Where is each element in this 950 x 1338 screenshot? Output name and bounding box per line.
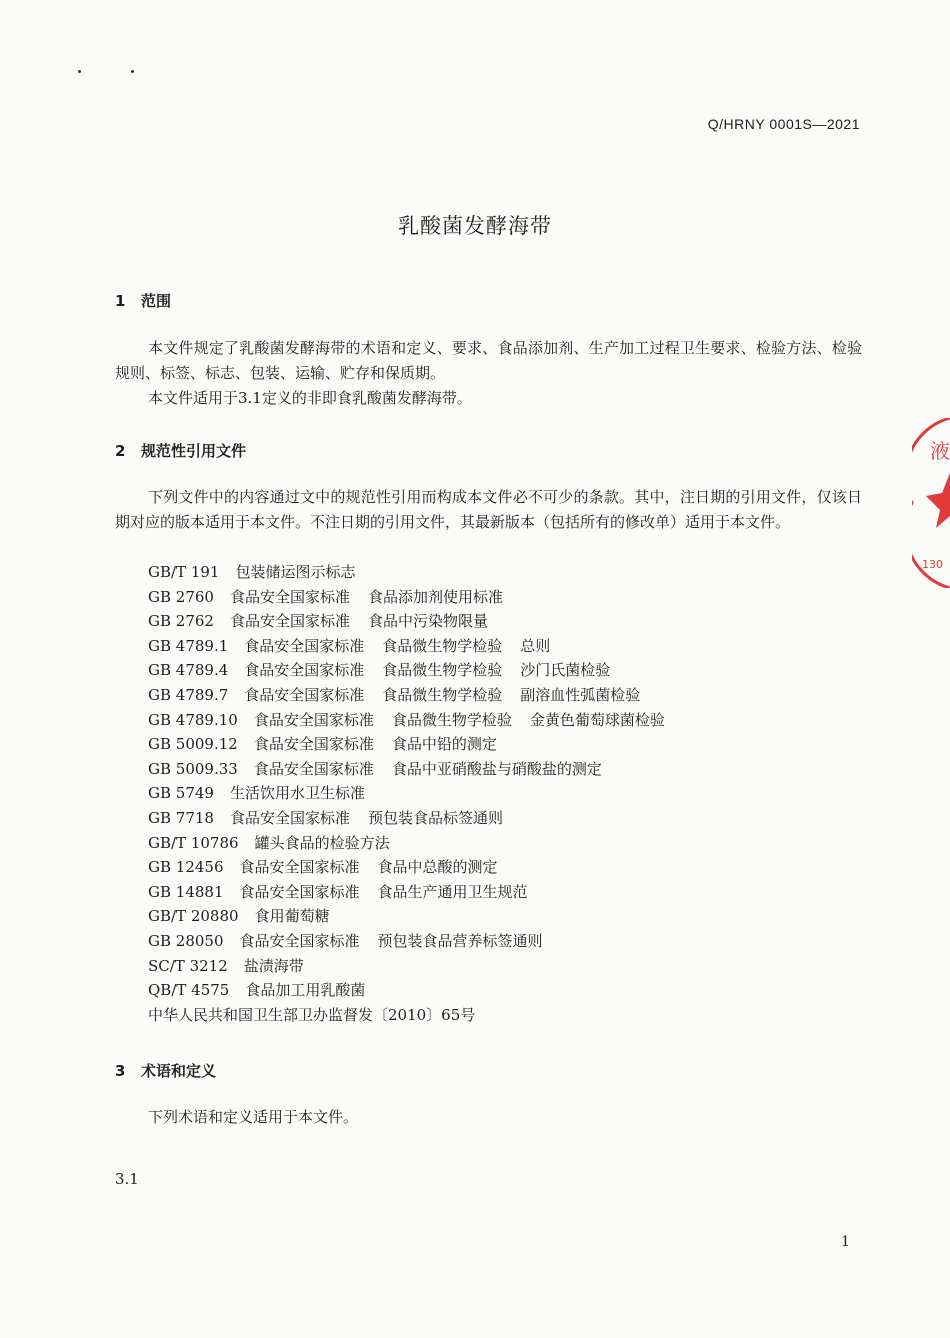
- reference-title-part: 罐头食品的检验方法: [254, 833, 390, 852]
- reference-title-part: 食品中亚硝酸盐与硝酸盐的测定: [391, 759, 602, 778]
- reference-code: GB 12456: [148, 858, 224, 877]
- section-number: 1: [115, 292, 126, 310]
- reference-item: [148, 585, 665, 610]
- reference-item: [148, 757, 665, 782]
- reference-item: [148, 1003, 665, 1028]
- reference-title-part: 总则: [520, 636, 551, 655]
- section-number: 2: [115, 442, 126, 460]
- reference-title-part: 食品安全国家标准: [253, 710, 374, 729]
- reference-code: GB 5009.12: [148, 735, 238, 754]
- reference-title-part: 食品中铅的测定: [391, 735, 497, 754]
- document-code: Q/HRNY 0001S—2021: [707, 116, 860, 132]
- reference-code: GB/T 191: [148, 563, 220, 581]
- reference-title-part: 食品安全国家标准: [253, 759, 374, 778]
- reference-title-part: 食品安全国家标准: [239, 858, 360, 877]
- official-seal-fragment: [912, 418, 950, 588]
- reference-code: GB 5009.33: [148, 759, 238, 778]
- section-heading-3: [115, 1060, 216, 1081]
- reference-title-part: 食品安全国家标准: [229, 612, 350, 631]
- reference-code: GB 4789.7: [148, 685, 229, 704]
- reference-item: [148, 880, 665, 905]
- reference-item: [148, 609, 665, 634]
- reference-item: [148, 904, 665, 929]
- reference-code: GB 4789.4: [148, 661, 229, 680]
- reference-title-part: 沙门氏菌检验: [520, 661, 611, 680]
- reference-code: GB 14881: [148, 882, 224, 901]
- reference-code: GB 2760: [148, 587, 214, 606]
- reference-title-part: 食品微生物学检验: [382, 636, 503, 655]
- reference-code: GB/T 20880: [148, 907, 239, 926]
- paragraph: 下列术语和定义适用于本文件。: [148, 1108, 359, 1126]
- document-title: 乳酸菌发酵海带: [398, 214, 552, 238]
- reference-item: [148, 954, 665, 979]
- reference-title-part: 食品加工用乳酸菌: [245, 981, 366, 1000]
- reference-code: QB/T 4575: [148, 981, 230, 1000]
- reference-title-part: 食品添加剂使用标准: [367, 587, 503, 606]
- seal-text-top: 液: [930, 439, 950, 463]
- reference-code: GB 5749: [148, 784, 214, 803]
- reference-title-part: 食品安全国家标准: [229, 587, 350, 606]
- section-title: 规范性引用文件: [141, 442, 247, 460]
- reference-title-part: 食用葡萄糖: [254, 907, 330, 926]
- reference-title-part: 生活饮用水卫生标准: [229, 784, 365, 803]
- reference-code: GB 28050: [148, 931, 224, 950]
- seal-star: [926, 473, 950, 528]
- reference-item: [148, 806, 665, 831]
- reference-title-part: 预包装食品营养标签通则: [377, 931, 543, 950]
- reference-title-part: 食品微生物学检验: [382, 661, 503, 680]
- section-heading-1: [115, 290, 171, 311]
- reference-title-part: 食品微生物学检验: [382, 685, 503, 704]
- reference-code: GB/T 10786: [148, 833, 239, 852]
- reference-item: [148, 683, 665, 708]
- scan-dot: [131, 70, 134, 73]
- reference-title-part: 食品安全国家标准: [253, 735, 374, 754]
- reference-code: SC/T 3212: [148, 956, 228, 975]
- reference-title-part: 食品安全国家标准: [244, 636, 365, 655]
- reference-item: [148, 929, 665, 954]
- reference-title-part: 食品安全国家标准: [244, 685, 365, 704]
- reference-item: [148, 978, 665, 1003]
- reference-item: [148, 831, 665, 856]
- page-number: 1: [841, 1234, 850, 1250]
- reference-item: [148, 855, 665, 880]
- reference-item: [148, 732, 665, 757]
- reference-code: GB 7718: [148, 808, 214, 827]
- reference-code: GB 4789.1: [148, 636, 229, 655]
- reference-title-part: 食品生产通用卫生规范: [377, 882, 528, 901]
- reference-list: [148, 560, 665, 1027]
- reference-item: [148, 658, 665, 683]
- paragraph: 下列文件中的内容通过文中的规范性引用而构成本文件必不可少的条款。其中，注日期的引用文件，仅该日期对应的版本适用于本文件。不注日期的引用文件，其最新版本（包括所有的修改单）适用于本文件。: [115, 488, 862, 531]
- reference-title-part: 食品安全国家标准: [239, 882, 360, 901]
- section-title: 术语和定义: [141, 1062, 217, 1080]
- reference-title-part: 预包装食品标签通则: [367, 808, 503, 827]
- reference-item: [148, 781, 665, 806]
- reference-item: [148, 708, 665, 733]
- section-number: 3: [115, 1062, 126, 1080]
- reference-code: GB 2762: [148, 612, 214, 631]
- reference-item: [148, 560, 665, 585]
- reference-title-part: 食品安全国家标准: [244, 661, 365, 680]
- section-heading-2: [115, 440, 246, 461]
- seal-text-bottom: 130: [922, 558, 943, 571]
- scan-dot: [78, 70, 81, 73]
- reference-title-part: 食品中总酸的测定: [377, 858, 498, 877]
- paragraph: 本文件适用于3.1定义的非即食乳酸菌发酵海带。: [148, 389, 472, 407]
- paragraph: 本文件规定了乳酸菌发酵海带的术语和定义、要求、食品添加剂、生产加工过程卫生要求、检验方法、检验规则、标签、标志、包装、运输、贮存和保质期。: [115, 339, 862, 382]
- section-title: 范围: [141, 292, 172, 310]
- reference-title-part: 包装储运图示标志: [235, 563, 356, 581]
- reference-item: [148, 634, 665, 659]
- subclause-number: 3.1: [115, 1170, 139, 1188]
- reference-code: 中华人民共和国卫生部卫办监督发〔2010〕65号: [148, 1005, 476, 1024]
- reference-title-part: 食品安全国家标准: [229, 808, 350, 827]
- reference-title-part: 食品微生物学检验: [391, 710, 512, 729]
- reference-title-part: 副溶血性弧菌检验: [520, 685, 641, 704]
- reference-title-part: 盐渍海带: [243, 956, 304, 975]
- reference-code: GB 4789.10: [148, 710, 238, 729]
- reference-title-part: 金黄色葡萄球菌检验: [529, 710, 665, 729]
- reference-title-part: 食品中污染物限量: [367, 612, 488, 631]
- reference-title-part: 食品安全国家标准: [239, 931, 360, 950]
